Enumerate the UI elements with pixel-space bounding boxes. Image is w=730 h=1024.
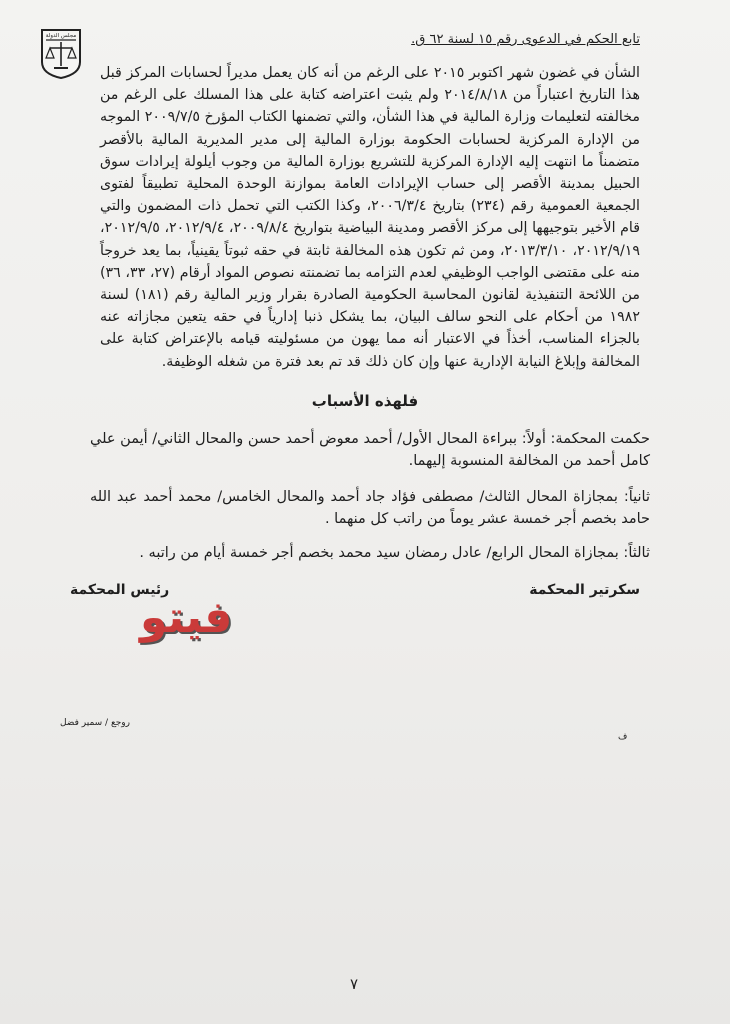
reasons-title: فلهذه الأسباب: [311, 392, 419, 410]
case-title: تابع الحكم في الدعوى رقم ١٥ لسنة ٦٢ ق.: [411, 32, 640, 47]
svg-text:مجلس الدولة: مجلس الدولة: [45, 33, 77, 39]
page-number: ٧: [350, 975, 359, 993]
verdict-third: ثالثاً: بمجازاة المحال الرابع/ عادل رمضان سيد محمد بخصم أجر خمسة أيام من راتبه .: [139, 545, 650, 561]
president-signature: رئيس المحكمة: [70, 582, 170, 598]
verdict-second: ثانياً: بمجازاة المحال الثالث/ مصطفى فؤاد جاد أحمد والمحال الخامس/ محمد أحمد عبد الله حامد بخصم أجر خمسة عشر يوماً من راتب كل منهما .: [90, 489, 650, 527]
secretary-signature: سكرتير المحكمة: [529, 582, 640, 598]
typist-mark: ف: [618, 732, 628, 742]
watermark-logo: فيتو: [140, 592, 233, 643]
body-paragraph-text: الشأن في غضون شهر اكتوبر ٢٠١٥ على الرغم من أنه كان يعمل مديراً لحسابات المركز قبل هذا التاريخ اعتباراً من ٢٠١٤/٨/١٨ ولم يثبت اعتراضه كتابة على هذا المسلك على الرغم من مخالفته لتعليمات وزارة المالية في هذا الشأن، والتي تضمنها الكتاب المؤرخ ٢٠٠٩/٧/٥ الموجه من الإدارة المركزية لحسابات الحكومة بوزارة المالية إلى مدير المديرية المالية بالأقصر متضمناً ما انتهت إليه الإدارة المركزية للتشريع بوزارة المالية من وجوب أيلولة إيرادات سوق الحبيل بمدينة الأقصر إلى حساب الإيرادات العامة بموازنة الوحدة المحلية تطبيقاً لفتوى الجمعية العمومية رقم (٢٣٤) بتاريخ ٢٠٠٦/٣/٤، وكذا الكتب التي تحمل ذات المضمون والتي قام الأخير بتوجيهها إلى مركز الأقصر ومدينة البياضية بتواريخ ٢٠٠٩/٨/٤، ٢٠١٢/٩/٤، ٢٠١٢/٩/٥، ٢٠١٢/٩/١٩، ٢٠١٣/٣/١٠، ومن ثم تكون هذه المخالفة ثابتة في حقه ثبوتاً يقينياً، بما يعد خروجاً منه على مقتضى الواجب الوظيفي لعدم التزامه بما تضمنته نصوص المواد أرقام (٢٧، ٣٣، ٣٦) من اللائحة التنفيذية لقانون المحاسبة الحكومية الصادرة بقرار وزير المالية رقم (١٨١) لسنة ١٩٨٢ من أحكام على النحو سالف البيان، بما يشكل ذنبا إدارياً في حقه يتعين مجازاته عنه بالجزاء المناسب، أخذاً في الاعتبار أنه مما يهون من مسئوليته قيامه بالإعتراض كتابة على المخالفة وإبلاغ النيابة الإدارية عنها وإن كان ذلك قد تم بعد فترة من شغله الوظيفة.: [100, 65, 641, 370]
body-paragraph: [100, 62, 640, 373]
court-seal-icon: [38, 26, 84, 80]
verdict-first: حكمت المحكمة: أولاً: ببراءة المحال الأول/ أحمد معوض أحمد حسن والمحال الثاني/ أيمن علي كامل أحمد من المخالفة المنسوبة إليهما.: [90, 431, 650, 469]
typist-note: روجع / سمير فضل: [59, 718, 130, 728]
